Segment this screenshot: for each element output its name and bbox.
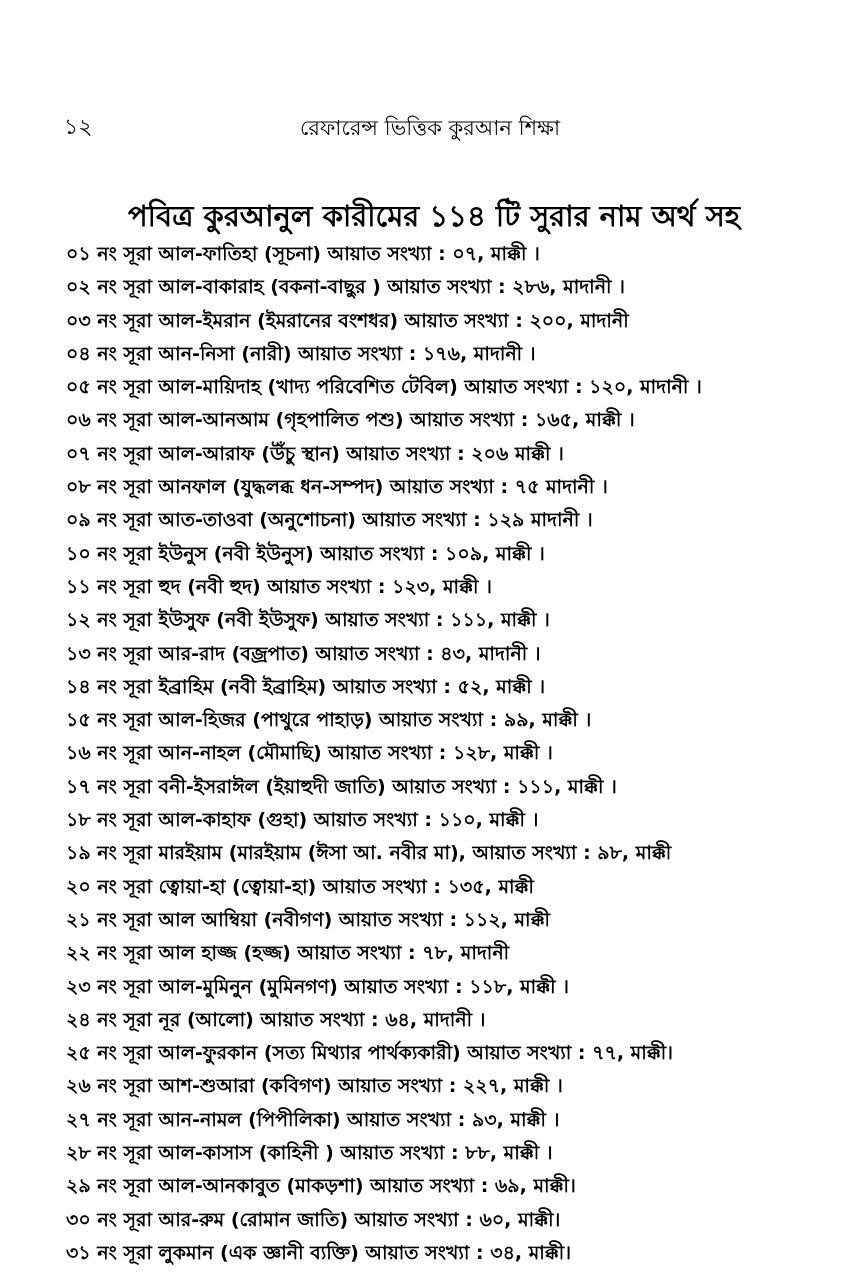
surah-line: ২৫ নং সূরা আল-ফুরকান (সত্য মিথ্যার পার্থক্যকারী) আয়াত সংখ্যা : ৭৭, মাক্কী। [66, 1042, 673, 1065]
surah-line: ০৯ নং সূরা আত-তাওবা (অনুশোচনা) আয়াত সংখ্যা : ১২৯ মাদানী । [66, 509, 593, 532]
surah-line: ০৮ নং সূরা আনফাল (যুদ্ধলব্ধ ধন-সম্পদ) আয়াত সংখ্যা : ৭৫ মাদানী । [66, 476, 608, 499]
surah-line: ৩০ নং সূরা আর-রুম (রোমান জাতি) আয়াত সংখ্যা : ৬০, মাক্কী। [66, 1208, 561, 1231]
surah-line: ১৮ নং সূরা আল-কাহাফ (গুহা) আয়াত সংখ্যা : ১১০, মাক্কী । [66, 809, 539, 832]
surah-line: ০৬ নং সূরা আল-আনআম (গৃহপালিত পশু) আয়াত সংখ্যা : ১৬৫, মাক্কী । [66, 409, 635, 432]
surah-line: ২৩ নং সূরা আল-মুমিনুন (মুমিনগণ) আয়াত সংখ্যা : ১১৮, মাক্কী । [66, 975, 569, 998]
running-header: রেফারেন্স ভিত্তিক কুরআন শিক্ষা [299, 116, 561, 140]
surah-line: ৩১ নং সূরা লুকমান (এক জ্ঞানী ব্যক্তি) আয়াত সংখ্যা : ৩৪, মাক্কী। [66, 1241, 572, 1264]
surah-line: ০৫ নং সূরা আল-মায়িদাহ (খাদ্য পরিবেশিত টেবিল) আয়াত সংখ্যা : ১২০, মাদানী । [66, 376, 702, 399]
surah-line: ১০ নং সূরা ইউনুস (নবী ইউনুস) আয়াত সংখ্যা : ১০৯, মাক্কী । [66, 542, 545, 565]
surah-line: ২৬ নং সূরা আশ-শুআরা (কবিগণ) আয়াত সংখ্যা : ২২৭, মাক্কী । [66, 1075, 563, 1098]
surah-line: ২৯ নং সূরা আল-আনকাবুত (মাকড়শা) আয়াত সংখ্যা : ৬৯, মাক্কী। [66, 1175, 576, 1198]
surah-line: ২৮ নং সূরা আল-কাসাস (কাহিনী ) আয়াত সংখ্যা : ৮৮, মাক্কী । [66, 1142, 553, 1165]
surah-line: ১৫ নং সূরা আল-হিজর (পাথুরে পাহাড়) আয়াত সংখ্যা : ৯৯, মাক্কী । [66, 709, 592, 732]
surah-line: ১২ নং সূরা ইউসুফ (নবী ইউসুফ) আয়াত সংখ্যা : ১১১, মাক্কী । [66, 609, 550, 632]
surah-line: ২০ নং সূরা ত্বোয়া-হা (ত্বোয়া-হা) আয়াত সংখ্যা : ১৩৫, মাক্কী [66, 875, 534, 898]
surah-line: ০১ নং সূরা আল-ফাতিহা (সূচনা) আয়াত সংখ্যা : ০৭, মাক্কী । [66, 243, 540, 265]
surah-line: ২১ নং সূরা আল আম্বিয়া (নবীগণ) আয়াত সংখ্যা : ১১২, মাক্কী [66, 908, 550, 931]
surah-line: ২৭ নং সূরা আন-নামল (পিপীলিকা) আয়াত সংখ্যা : ৯৩, মাক্কী । [66, 1108, 560, 1131]
surah-line: ০৪ নং সূরা আন-নিসা (নারী) আয়াত সংখ্যা : ১৭৬, মাদানী । [66, 342, 536, 365]
surah-line: ২৪ নং সূরা নূর (আলো) আয়াত সংখ্যা : ৬৪, মাদানী । [66, 1008, 486, 1031]
page-number: ১২ [64, 115, 93, 140]
surah-line: ০৭ নং সূরা আল-আরাফ (উঁচু স্থান) আয়াত সংখ্যা : ২০৬ মাক্কী । [66, 442, 564, 465]
surah-line: ১৪ নং সূরা ইব্রাহিম (নবী ইব্রাহিম) আয়াত সংখ্যা : ৫২, মাক্কী । [66, 675, 546, 698]
surah-line: ২২ নং সূরা আল হাজ্জ (হজ্জ) আয়াত সংখ্যা : ৭৮, মাদানী [66, 942, 510, 965]
surah-list [66, 238, 856, 1270]
surah-line: ১৭ নং সূরা বনী-ইসরাঈল (ইয়াহুদী জাতি) আয়াত সংখ্যা : ১১১, মাক্কী । [66, 775, 617, 798]
surah-line: ০৩ নং সূরা আল-ইমরান (ইমরানের বংশধর) আয়াত সংখ্যা : ২০০, মাদানী [66, 309, 629, 332]
surah-line: ১৬ নং সূরা আন-নাহল (মৌমাছি) আয়াত সংখ্যা : ১২৮, মাক্কী । [66, 742, 553, 765]
surah-line: ১১ নং সূরা হুদ (নবী হুদ) আয়াত সংখ্যা : ১২৩, মাক্কী । [66, 575, 492, 598]
surah-line: ১৯ নং সূরা মারইয়াম (মারইয়াম (ঈসা আ. নবীর মা), আয়াত সংখ্যা : ৯৮, মাক্কী [66, 842, 672, 865]
page-title: পবিত্র কুরআনুল কারীমের ১১৪ টি সুরার নাম অর্থ সহ [128, 199, 740, 233]
surah-line: ১৩ নং সূরা আর-রাদ (বজ্রপাত) আয়াত সংখ্যা : ৪৩, মাদানী । [66, 642, 541, 665]
surah-line: ০২ নং সূরা আল-বাকারাহ (বকনা-বাছুর ) আয়াত সংখ্যা : ২৮৬, মাদানী । [66, 276, 625, 299]
